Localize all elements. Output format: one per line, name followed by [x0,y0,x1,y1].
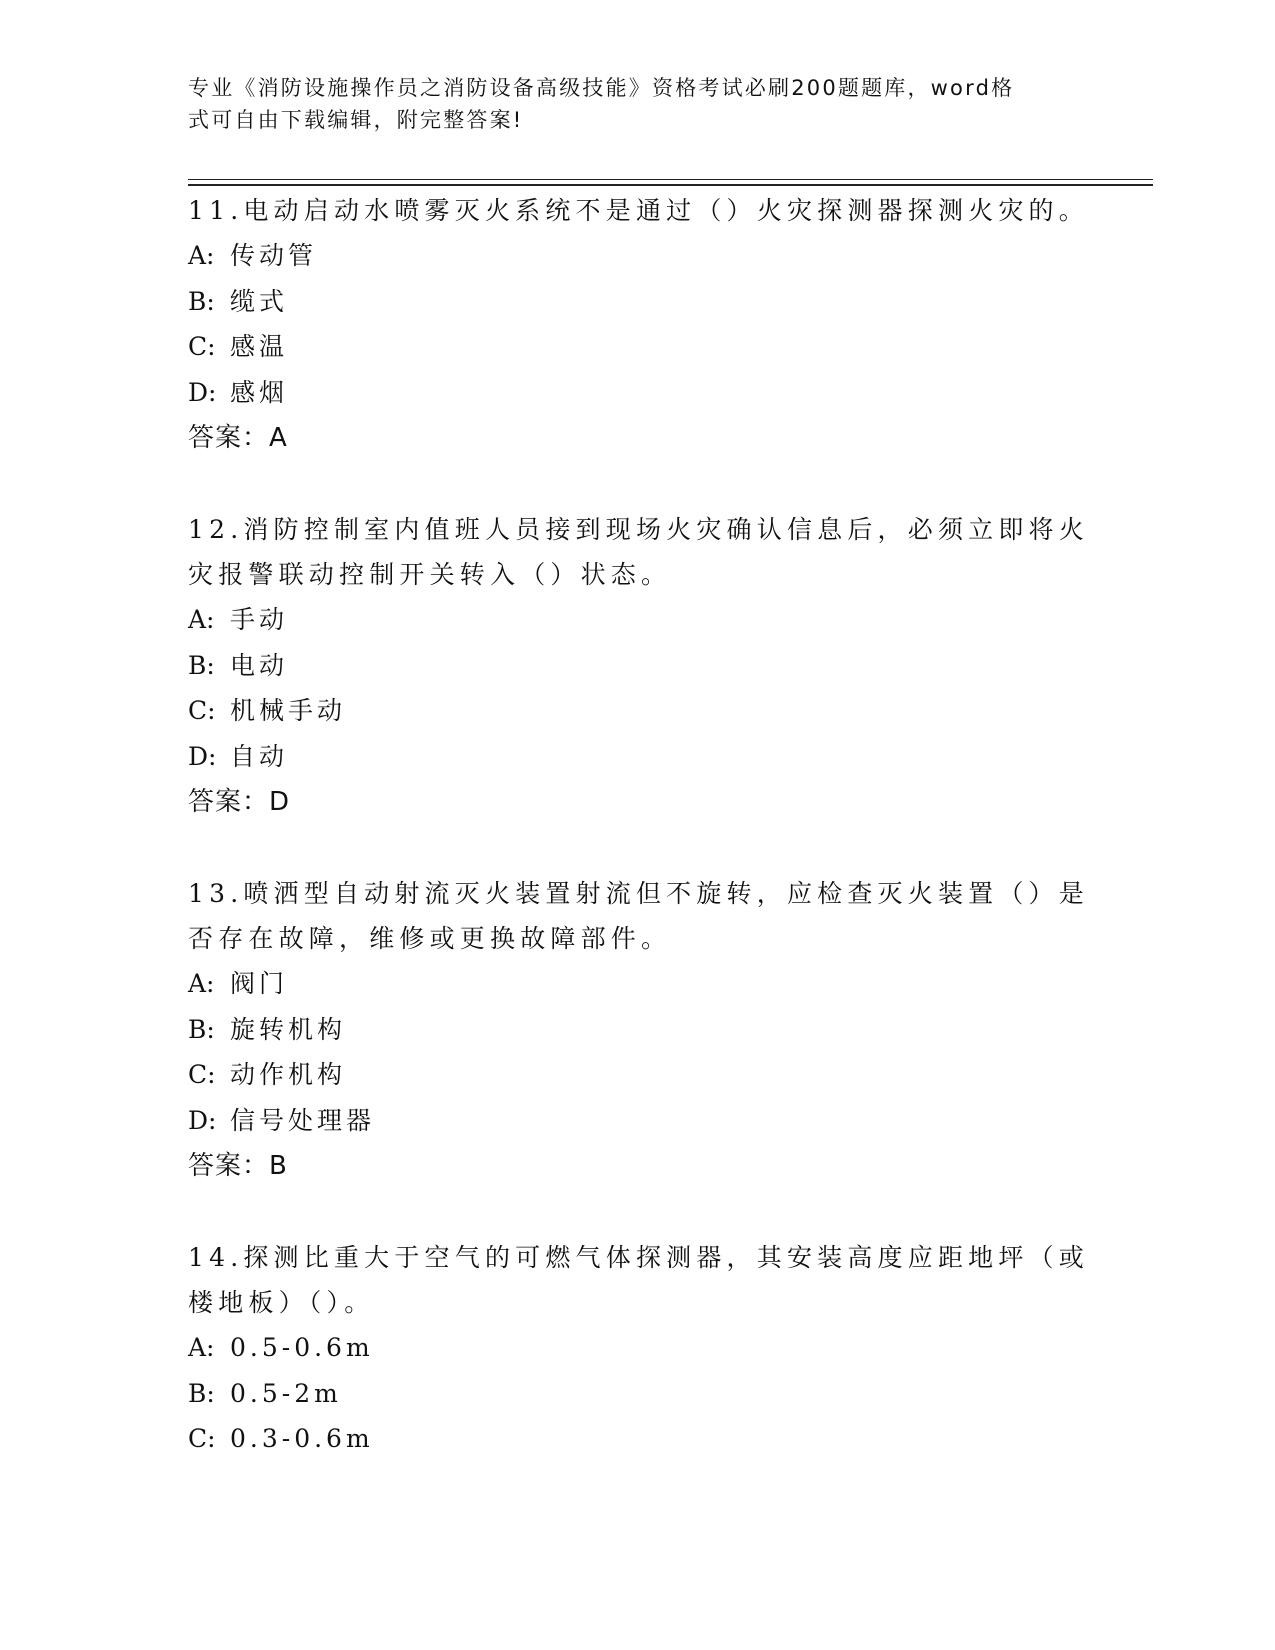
header-divider-thin [188,179,1153,180]
option-d [188,370,1108,416]
option-d [188,1098,1108,1144]
option-a [188,233,1108,279]
option-key: A: [188,969,215,998]
option-key: D: [188,377,217,407]
answer: 答案：D [188,787,291,817]
intro-line-1: 专业《消防设施操作员之消防设备高级技能》资格考试必刷200题题库，word格 [188,76,1015,100]
question-13 [188,871,1108,1189]
option-key: B: [188,286,215,316]
option-text: 自动 [230,741,289,771]
option-key: B: [188,1378,215,1408]
question-12 [188,507,1108,825]
option-b [188,1007,1108,1053]
option-a [188,961,1108,1007]
option-text: 机械手动 [230,696,347,725]
option-text: 手动 [230,605,289,634]
option-key: C: [188,1060,216,1089]
question-text: 13.喷洒型自动射流灭火装置射流但不旋转，应检查灭火装置（）是否存在故障，维修或更换故障部件。 [188,879,1089,953]
option-c [188,688,1108,734]
option-text: 0.3-0.6m [230,1424,374,1453]
option-text: 0.5-0.6m [230,1333,374,1362]
option-text: 动作机构 [230,1060,347,1089]
option-text: 阀门 [230,969,289,998]
option-key: C: [188,332,216,361]
option-key: D: [188,741,217,771]
option-text: 感温 [230,332,289,361]
option-text: 感烟 [230,377,289,407]
option-text: 信号处理器 [230,1105,376,1135]
header-divider-thick [188,184,1153,186]
option-key: A: [188,1333,215,1362]
question-11 [188,188,1108,461]
option-a [188,1325,1108,1371]
document-header [188,72,1088,136]
option-text: 旋转机构 [230,1014,347,1044]
option-b [188,643,1108,689]
question-text: 12.消防控制室内值班人员接到现场火灾确认信息后，必须立即将火灾报警联动控制开关转入（）状态。 [188,515,1089,589]
option-text: 0.5-2m [230,1378,342,1408]
option-key: A: [188,241,215,270]
option-key: B: [188,1014,215,1044]
question-text: 11.电动启动水喷雾灭火系统不是通过（）火灾探测器探测火灾的。 [188,196,1089,225]
question-14 [188,1235,1108,1462]
option-d [188,734,1108,780]
option-c [188,1052,1108,1098]
option-key: C: [188,1424,216,1453]
option-a [188,597,1108,643]
answer: 答案：B [188,1151,288,1181]
intro-line-2: 式可自由下载编辑，附完整答案! [188,108,524,132]
option-key: B: [188,650,215,680]
option-text: 传动管 [230,241,318,270]
option-c [188,324,1108,370]
question-text: 14.探测比重大于空气的可燃气体探测器，其安装高度应距地坪（或楼地板）（）。 [188,1243,1089,1317]
option-c [188,1416,1108,1462]
option-text: 缆式 [230,286,289,316]
option-text: 电动 [230,650,289,680]
option-b [188,1371,1108,1417]
answer: 答案：A [188,423,288,453]
option-key: A: [188,605,215,634]
question-list [188,188,1108,1508]
option-key: D: [188,1105,217,1135]
option-b [188,279,1108,325]
option-key: C: [188,696,216,725]
